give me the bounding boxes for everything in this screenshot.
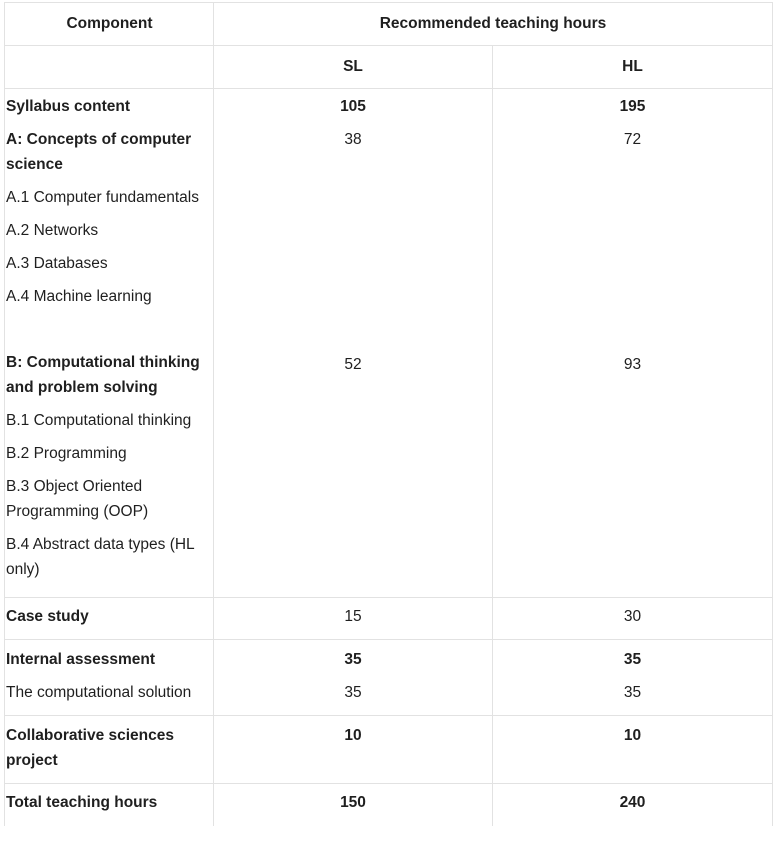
collaborative-project-hl-value: 10 <box>623 727 642 744</box>
header-row-1 <box>5 3 772 46</box>
internal-assessment-hl-cell <box>493 640 772 715</box>
sl-header: SL <box>214 46 493 88</box>
section-a-item: A.2 Networks <box>6 222 99 239</box>
internal-assessment-component-cell <box>5 640 214 715</box>
collaborative-project-row <box>5 716 772 784</box>
recommended-hours-header: Recommended teaching hours <box>379 15 607 32</box>
section-a-item: A.4 Machine learning <box>6 288 152 305</box>
section-a-item: A.3 Databases <box>6 255 108 272</box>
computational-solution-hl-value: 35 <box>623 684 642 701</box>
empty-header-cell <box>5 46 214 88</box>
case-study-sl-value: 15 <box>214 598 493 639</box>
computational-solution-sl-value: 35 <box>344 684 362 701</box>
internal-assessment-hl-value: 35 <box>623 651 642 668</box>
section-b-item: B.4 Abstract data types (HL only) <box>6 536 195 578</box>
total-row <box>5 784 772 826</box>
collaborative-project-label: Collaborative sciences project <box>5 716 214 783</box>
section-b-sl-value: 52 <box>344 356 362 373</box>
internal-assessment-label: Internal assessment <box>6 651 156 668</box>
case-study-label: Case study <box>5 598 214 639</box>
syllabus-component-cell <box>5 89 214 597</box>
syllabus-hl-cell <box>493 89 772 597</box>
teaching-hours-table <box>4 2 773 826</box>
section-b-hl-value: 93 <box>623 356 642 373</box>
total-hl-value: 240 <box>619 794 646 811</box>
computational-solution-label: The computational solution <box>6 684 192 701</box>
section-a-sl-value: 38 <box>344 131 362 148</box>
internal-assessment-row <box>5 640 772 716</box>
section-b-item: B.3 Object Oriented Programming (OOP) <box>6 478 149 520</box>
total-label: Total teaching hours <box>5 784 214 826</box>
header-row-2 <box>5 46 772 89</box>
hl-header: HL <box>622 58 643 75</box>
syllabus-hl-value: 195 <box>619 98 646 115</box>
section-a-item: A.1 Computer fundamentals <box>6 189 199 206</box>
total-sl-value: 150 <box>214 784 493 826</box>
syllabus-content-row <box>5 89 772 598</box>
section-a-title: A: Concepts of computer science <box>6 131 192 173</box>
section-a-hl-value: 72 <box>623 131 642 148</box>
section-b-item: B.2 Programming <box>6 445 127 462</box>
collaborative-project-sl-value: 10 <box>214 716 493 783</box>
syllabus-content-label: Syllabus content <box>6 98 131 115</box>
section-b-item: B.1 Computational thinking <box>6 412 192 429</box>
case-study-hl-value: 30 <box>623 608 642 625</box>
internal-assessment-sl-cell <box>214 640 493 715</box>
component-header: Component <box>5 3 214 45</box>
internal-assessment-sl-value: 35 <box>344 651 362 668</box>
case-study-row <box>5 598 772 640</box>
syllabus-sl-cell <box>214 89 493 597</box>
section-b-title: B: Computational thinking and problem solving <box>6 354 200 396</box>
syllabus-sl-value: 105 <box>340 98 366 115</box>
